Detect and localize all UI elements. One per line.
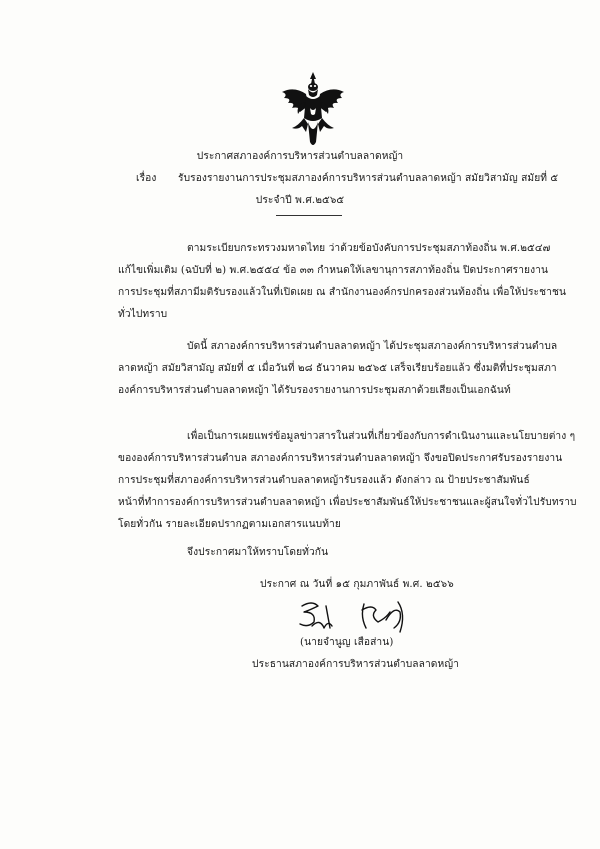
handwritten-signature: [290, 598, 440, 638]
paragraph-2-line-2: ลาดหญ้า สมัยวิสามัญ สมัยที่ ๕ เมื่อวันที่ ๒๘ ธันวาคม ๒๕๖๕ เสร็จเรียบร้อยแล้ว ซึ่งมติที่ประชุมสภา: [118, 363, 557, 374]
signatory-position: ประธานสภาองค์การบริหารส่วนตำบลลาดหญ้า: [252, 659, 459, 670]
paragraph-1-line-2: แก้ไขเพิ่มเติม (ฉบับที่ ๒) พ.ศ.๒๕๕๔ ข้อ ๓๓ กำหนดให้เลขานุการสภาท้องถิ่น ปิดประกาศรายงาน: [118, 265, 549, 276]
paragraph-3-line-1: เพื่อเป็นการเผยแพร่ข้อมูลข่าวสารในส่วนที่เกี่ยวข้องกับการดำเนินงานและนโยบายต่าง ๆ: [187, 431, 576, 442]
paragraph-1-line-4: ทั่วไปทราบ: [118, 309, 168, 320]
paragraph-1-line-1: ตามระเบียบกระทรวงมหาดไทย ว่าด้วยข้อบังคับการประชุมสภาท้องถิ่น พ.ศ.๒๕๔๗: [187, 243, 551, 254]
paragraph-2-line-1: บัดนี้ สภาองค์การบริหารส่วนตำบลลาดหญ้า ได้ประชุมสภาองค์การบริหารส่วนตำบล: [187, 341, 558, 352]
subject-label: เรื่อง: [136, 173, 157, 184]
paragraph-3-line-5: โดยทั่วกัน รายละเอียดปรากฏตามเอกสารแนบท้าย: [118, 519, 341, 530]
garuda-emblem-icon: [280, 72, 346, 148]
subject-text: รับรองรายงานการประชุมสภาองค์การบริหารส่วนตำบลลาดหญ้า สมัยวิสามัญ สมัยที่ ๕: [178, 173, 559, 184]
signatory-name: (นายจำนูญ เสือส่าน): [300, 637, 394, 648]
closing-text: จึงประกาศมาให้ทราบโดยทั่วกัน: [187, 547, 329, 558]
paragraph-3-line-3: การประชุมที่สภาองค์การบริหารส่วนตำบลลาดหญ้ารับรองแล้ว ดังกล่าว ณ ป้ายประชาสัมพันธ์: [118, 475, 530, 486]
paragraph-1-line-3: การประชุมที่สภามีมติรับรองแล้วในที่เปิดเผย ณ สำนักงานองค์กรปกครองส่วนท้องถิ่น เพื่อให้ประชาชน: [118, 287, 567, 298]
paragraph-3-line-2: ขององค์การบริหารส่วนตำบล สภาองค์การบริหารส่วนตำบลลาดหญ้า จึงขอปิดประกาศรับรองรายงาน: [118, 453, 563, 464]
paragraph-3-line-4: หน้าที่ทำการองค์การบริหารส่วนตำบลลาดหญ้า เพื่อประชาสัมพันธ์ให้ประชาชนและผู้สนใจทั่วไปรับทราบ: [118, 497, 577, 508]
date-line: ประกาศ ณ วันที่ ๑๕ กุมภาพันธ์ พ.ศ. ๒๕๖๖: [260, 579, 454, 590]
document-year: ประจำปี พ.ศ.๒๕๖๕: [255, 195, 345, 206]
document-title: ประกาศสภาองค์การบริหารส่วนตำบลลาดหญ้า: [196, 151, 404, 162]
title-divider: [276, 215, 342, 216]
paragraph-2-line-3: องค์การบริหารส่วนตำบลลาดหญ้า ได้รับรองรายงานการประชุมสภาด้วยเสียงเป็นเอกฉันท์: [118, 385, 511, 396]
